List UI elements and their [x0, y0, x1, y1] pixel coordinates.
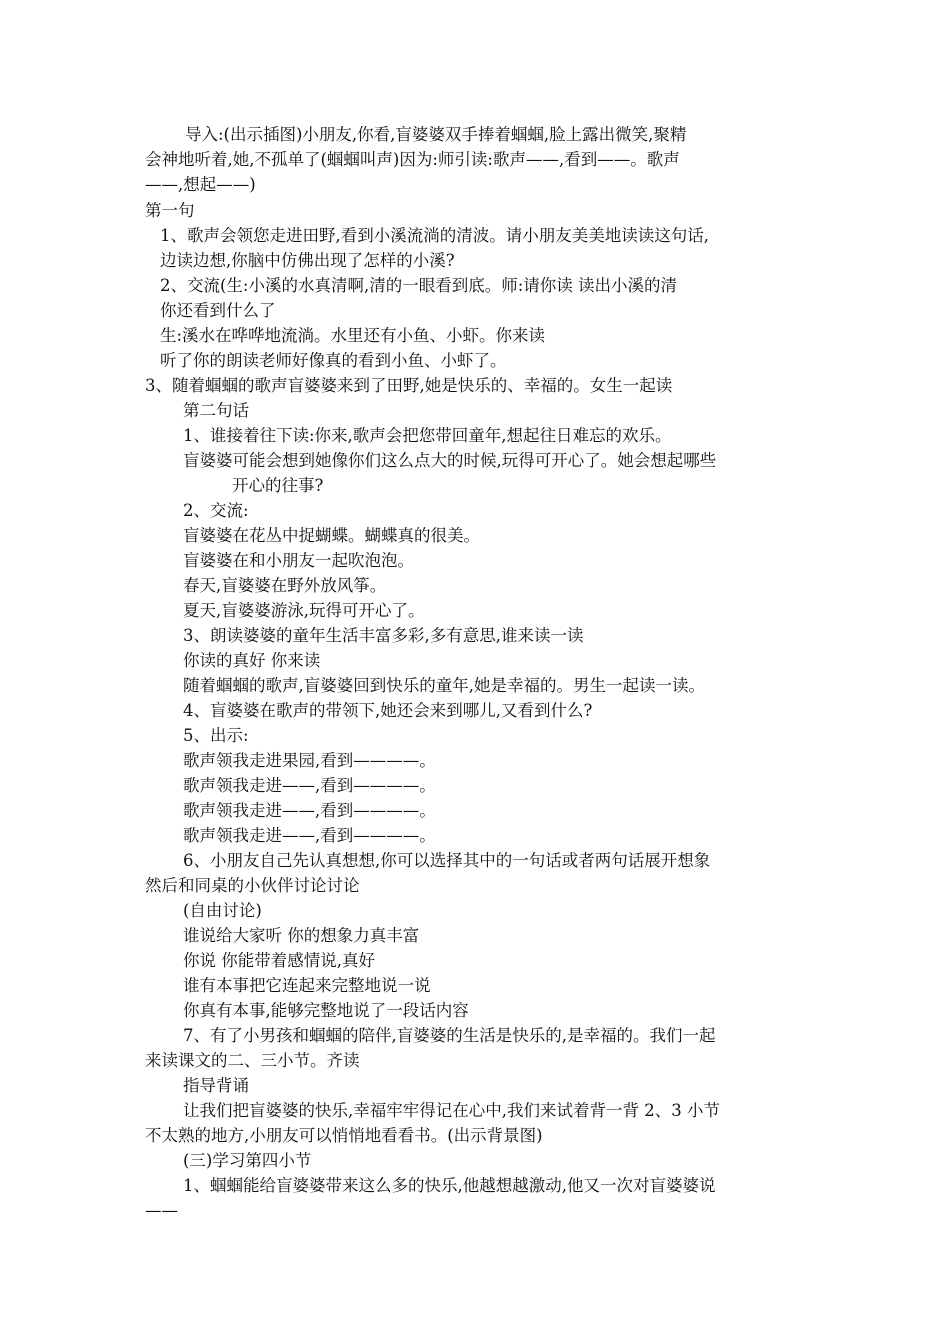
text-line: 4、盲婆婆在歌声的带领下,她还会来到哪儿,又看到什么?	[183, 701, 593, 720]
text-line: 来读课文的二、三小节。齐读	[145, 1051, 360, 1070]
text-line: 谁说给大家听 你的想象力真丰富	[183, 926, 420, 945]
text-line: 谁有本事把它连起来完整地说一说	[183, 976, 431, 995]
text-line: 指导背诵	[183, 1076, 249, 1095]
text-line: 让我们把盲婆婆的快乐,幸福牢牢得记在心中,我们来试着背一背 2、3 小节	[183, 1101, 720, 1120]
text-line: 歌声领我走进果园,看到————。	[183, 751, 436, 770]
text-line: 1、谁接着往下读:你来,歌声会把您带回童年,想起往日难忘的欢乐。	[183, 426, 672, 445]
section-heading: 第二句话	[183, 401, 249, 420]
text-line: 边读边想,你脑中仿佛出现了怎样的小溪?	[160, 251, 455, 270]
text-line: 7、有了小男孩和蝈蝈的陪伴,盲婆婆的生活是快乐的,是幸福的。我们一起	[183, 1026, 716, 1045]
text-line: 6、小朋友自己先认真想想,你可以选择其中的一句话或者两句话展开想象	[183, 851, 711, 870]
text-line: 3、朗读婆婆的童年生活丰富多彩,多有意思,谁来读一读	[183, 626, 584, 645]
text-line: 随着蝈蝈的歌声,盲婆婆回到快乐的童年,她是幸福的。男生一起读一读。	[183, 676, 705, 695]
text-line: 3、随着蝈蝈的歌声盲婆婆来到了田野,她是快乐的、幸福的。女生一起读	[145, 376, 673, 395]
text-line: 春天,盲婆婆在野外放风筝。	[183, 576, 387, 595]
text-line: 盲婆婆在和小朋友一起吹泡泡。	[183, 551, 414, 570]
text-line: 歌声领我走进——,看到————。	[183, 826, 436, 845]
text-line: 不太熟的地方,小朋友可以悄悄地看看书。(出示背景图)	[145, 1126, 543, 1145]
text-line: 听了你的朗读老师好像真的看到小鱼、小虾了。	[160, 351, 507, 370]
text-line: 你还看到什么了	[160, 301, 276, 320]
text-line: 2、交流(生:小溪的水真清啊,清的一眼看到底。师:请你读 读出小溪的清	[160, 276, 678, 295]
text-line: ——	[145, 1201, 178, 1220]
text-line: 5、出示:	[183, 726, 249, 745]
text-line: (自由讨论)	[183, 901, 262, 920]
text-line: 盲婆婆可能会想到她像你们这么点大的时候,玩得可开心了。她会想起哪些	[183, 451, 717, 470]
text-line: 1、蝈蝈能给盲婆婆带来这么多的快乐,他越想越激动,他又一次对盲婆婆说	[183, 1176, 716, 1195]
text-line: 你读的真好 你来读	[183, 651, 321, 670]
text-line: 然后和同桌的小伙伴讨论讨论	[145, 876, 360, 895]
text-line: 歌声领我走进——,看到————。	[183, 776, 436, 795]
text-line: 盲婆婆在花丛中捉蝴蝶。蝴蝶真的很美。	[183, 526, 480, 545]
text-line: 导入:(出示插图)小朋友,你看,盲婆婆双手捧着蝈蝈,脸上露出微笑,聚精	[185, 125, 687, 144]
text-line: 你说 你能带着感情说,真好	[183, 951, 375, 970]
text-line: ——,想起——)	[145, 175, 256, 194]
section-heading: (三)学习第四小节	[183, 1151, 312, 1170]
text-line: 2、交流:	[183, 501, 249, 520]
text-line: 夏天,盲婆婆游泳,玩得可开心了。	[183, 601, 425, 620]
text-line: 1、歌声会领您走进田野,看到小溪流淌的清波。请小朋友美美地读读这句话,	[160, 226, 709, 245]
text-line: 你真有本事,能够完整地说了一段话内容	[183, 1001, 469, 1020]
section-heading: 第一句	[145, 201, 195, 220]
text-line: 生:溪水在哗哗地流淌。水里还有小鱼、小虾。你来读	[160, 326, 546, 345]
text-line: 会神地听着,她,不孤单了(蝈蝈叫声)因为:师引读:歌声——,看到——。歌声	[145, 150, 680, 169]
text-line: 开心的往事?	[232, 476, 324, 495]
text-line: 歌声领我走进——,看到————。	[183, 801, 436, 820]
